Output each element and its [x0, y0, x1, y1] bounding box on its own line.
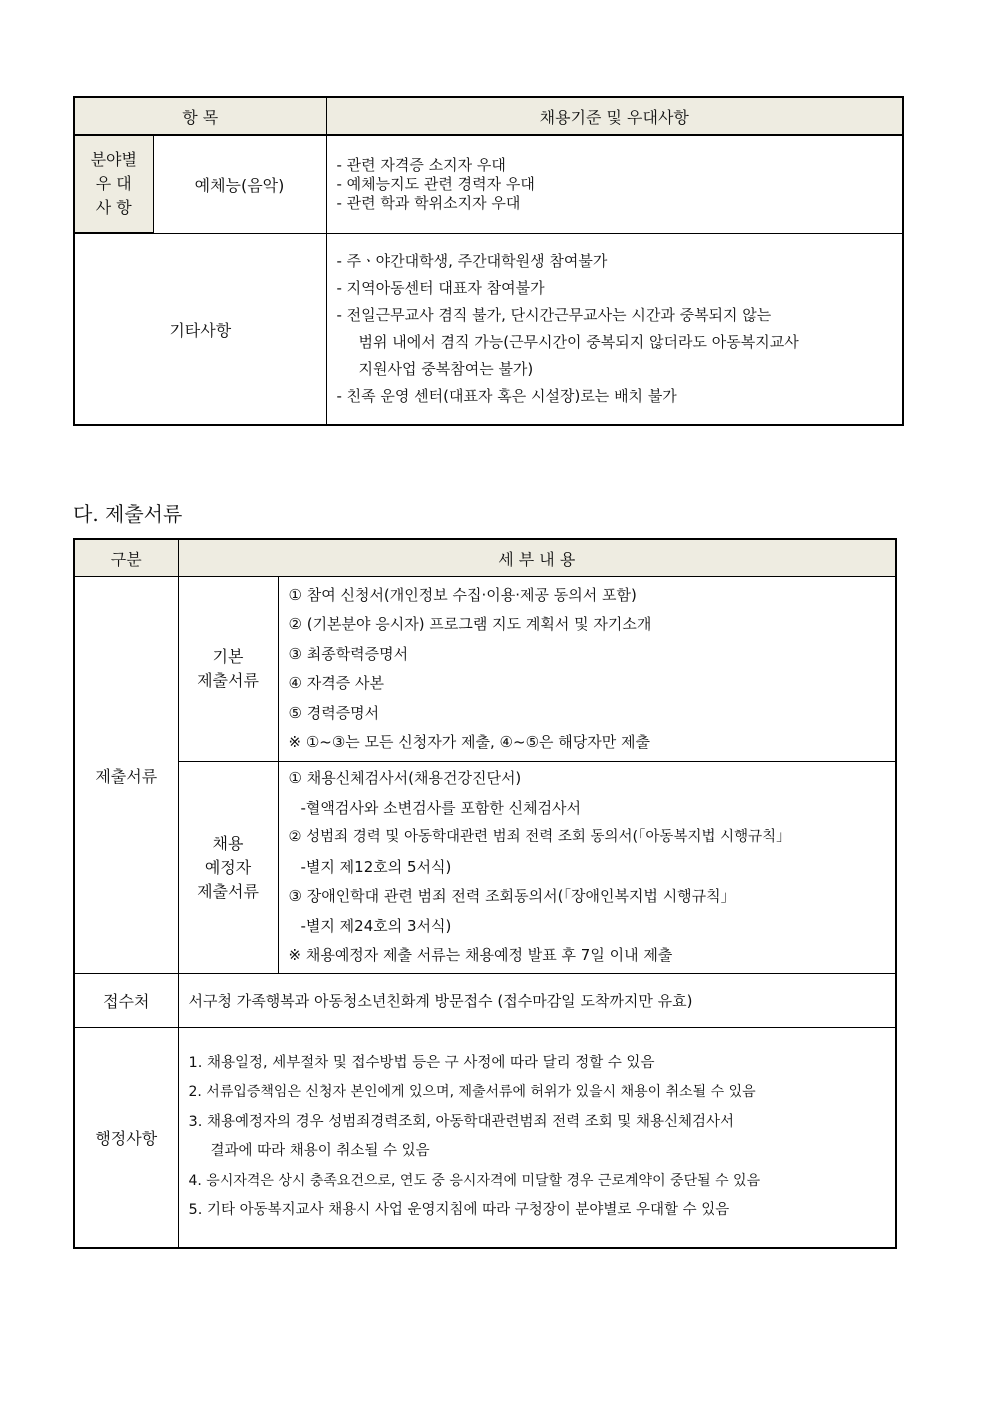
basic-doc-note: ※ ①~③는 모든 신청자가 제출, ④~⑤은 해당자만 제출 — [288, 733, 650, 751]
basic-docs-label — [178, 577, 278, 762]
group-label-line: 사 항 — [95, 198, 132, 217]
preference-item: - 예체능지도 관련 경력자 우대 — [336, 174, 535, 193]
planned-doc-item: -별지 제12호의 5서식) — [300, 857, 452, 876]
basic-label-line: 제출서류 — [197, 671, 259, 690]
other-item: - 전일근무교사 겸직 불가, 단시간근무교사는 시간과 중복되지 않는 — [336, 305, 772, 324]
admin-item: 3. 채용예정자의 경우 성범죄경력조회, 아동학대관련범죄 전력 조회 및 채용신체검사서 — [188, 1113, 735, 1130]
other-item: 지원사업 중복참여는 불가) — [358, 359, 534, 378]
preference-group-label — [74, 135, 153, 233]
header-details: 세 부 내 용 — [178, 539, 896, 577]
basic-label-line: 기본 — [212, 647, 244, 666]
other-items — [326, 233, 903, 425]
documents-table — [73, 538, 897, 1249]
planned-doc-item: ① 채용신체검사서(채용건강진단서) — [288, 769, 522, 788]
preference-items — [326, 135, 903, 233]
planned-label-line: 예정자 — [204, 857, 252, 877]
group-label-line: 분야별 — [90, 150, 137, 169]
other-item: - 친족 운영 센터(대표자 혹은 시설장)로는 배치 불가 — [336, 386, 677, 405]
preference-item: - 관련 자격증 소지자 우대 — [336, 155, 506, 174]
admin-item: 결과에 따라 채용이 취소될 수 있음 — [210, 1143, 430, 1160]
planned-label-line: 채용 — [212, 833, 244, 853]
basic-doc-item: ⑤ 경력증명서 — [288, 703, 380, 722]
admin-item: 5. 기타 아동복지교사 채용시 사업 운영지침에 따라 구청장이 분야별로 우대할 수 있음 — [188, 1202, 730, 1219]
criteria-table — [73, 96, 904, 426]
admin-items — [178, 1028, 896, 1248]
basic-doc-item: ② (기본분야 응시자) 프로그램 지도 계획서 및 자기소개 — [288, 615, 652, 633]
other-item: - 주ㆍ야간대학생, 주간대학원생 참여불가 — [336, 251, 608, 270]
header-item: 항 목 — [74, 97, 326, 135]
basic-doc-item: ① 참여 신청서(개인정보 수집·이용·제공 동의서 포함) — [288, 585, 637, 604]
admin-label: 행정사항 — [74, 1028, 178, 1248]
admin-item: 2. 서류입증책임은 신청자 본인에게 있으며, 제출서류에 허위가 있을시 채용이 취소될 수 있음 — [188, 1084, 756, 1101]
planned-doc-note: ※ 채용예정자 제출 서류는 채용예정 발표 후 7일 이내 제출 — [288, 946, 673, 965]
planned-doc-item: ③ 장애인학대 관련 범죄 전력 조회동의서(「장애인복지법 시행규칙」 — [288, 887, 736, 906]
basic-doc-item: ④ 자격증 사본 — [288, 674, 384, 692]
admin-item: 1. 채용일정, 세부절차 및 접수방법 등은 구 사정에 따라 달리 정할 수 있음 — [188, 1054, 655, 1071]
planned-docs-list — [278, 762, 896, 974]
planned-docs-label — [178, 762, 278, 974]
other-item: 범위 내에서 겸직 가능(근무시간이 중복되지 않더라도 아동복지교사 — [358, 332, 799, 351]
reception-label: 접수처 — [74, 974, 178, 1028]
section-title: 다. 제출서류 — [73, 502, 183, 526]
other-items-label: 기타사항 — [74, 233, 326, 425]
planned-doc-item: ② 성범죄 경력 및 아동학대관련 범죄 전력 조회 동의서(「아동복지법 시행규칙」 — [288, 829, 791, 846]
basic-doc-item: ③ 최종학력증명서 — [288, 644, 409, 663]
admin-item: 4. 응시자격은 상시 충족요건으로, 연도 중 응시자격에 미달할 경우 근로계약이 중단될 수 있음 — [188, 1172, 761, 1189]
reception-text: 서구청 가족행복과 아동청소년친화계 방문접수 (접수마감일 도착까지만 유효) — [178, 974, 896, 1028]
planned-label-line: 제출서류 — [197, 881, 259, 901]
field-music: 예체능(음악) — [153, 135, 326, 233]
group-label-line: 우 대 — [95, 174, 132, 193]
documents-label: 제출서류 — [74, 577, 178, 974]
planned-doc-item: -혈액검사와 소변검사를 포함한 신체검사서 — [300, 798, 582, 817]
preference-item: - 관련 학과 학위소지자 우대 — [336, 193, 521, 212]
header-category: 구분 — [74, 539, 178, 577]
header-criteria: 채용기준 및 우대사항 — [326, 97, 903, 135]
other-item: - 지역아동센터 대표자 참여불가 — [336, 278, 545, 297]
basic-docs-list — [278, 577, 896, 762]
planned-doc-item: -별지 제24호의 3서식) — [300, 916, 452, 935]
